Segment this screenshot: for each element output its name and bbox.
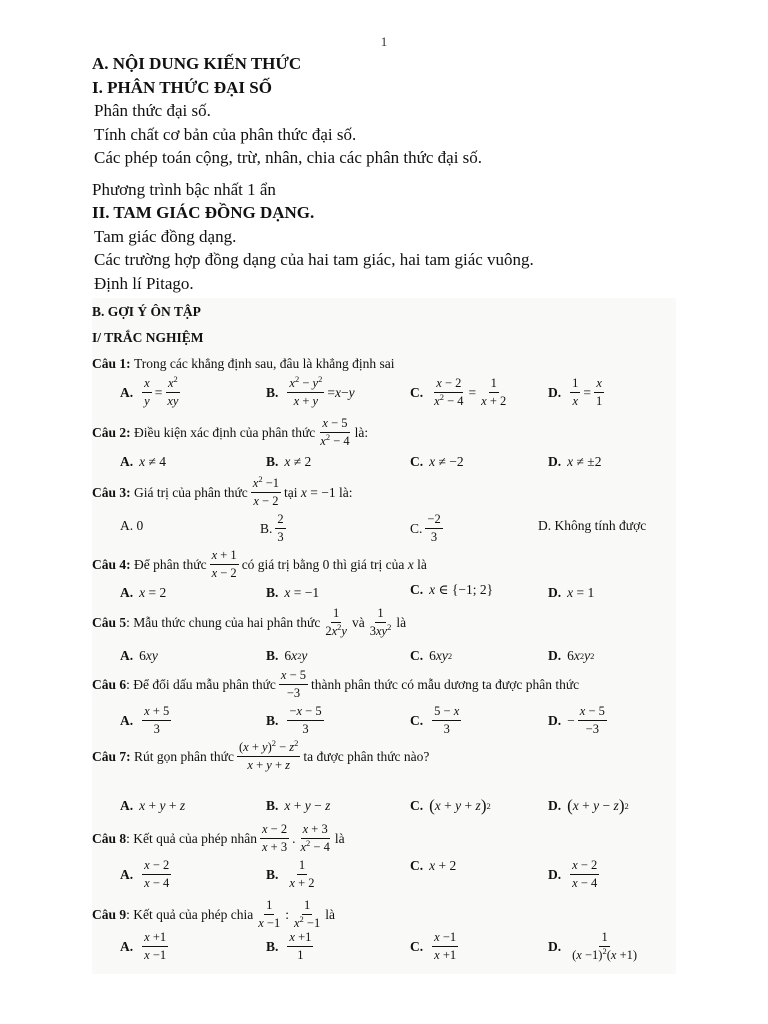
q5-option-d: D. 6 x 2 y 2 [548,648,595,663]
q9-option-c: C. $\frac{x -1}{x +1}$ [410,930,457,962]
question-7: Câu 7: Rút gọn phân thức $\frac{(x + y)^2 - z^2}{x + y + z}$ ta được phân thức nào? [92,737,430,772]
q2-option-b: B. x ≠ 2 [266,454,312,469]
question-2: Câu 2: Điều kiện xác định của phân thức $\frac{x - 5}{x^2 - 4}$ là: [92,416,369,448]
question-label: Câu 1: [92,356,131,371]
equation-line: Phương trình bậc nhất 1 ẩn [92,179,276,199]
q2-option-d: D. x ≠ ±2 [548,454,602,469]
question-6: Câu 6 : Để đổi dấu mẫu phân thức $\frac{x - 5}{-3}$ thành phân thức có mẫu dương ta được phân thức [92,668,580,700]
section-1-item: Phân thức đại số. [94,101,211,120]
q5-option-c: C. 6 xy 2 [410,648,453,663]
q6-option-c: C. $\frac{5 - x}{3}$ [410,704,460,736]
q7-option-c: C. ( x + y + z ) 2 [410,796,491,815]
q4-option-a: A. x = 2 [120,585,167,600]
q6-option-d: D. − $\frac{x - 5}{-3}$ [548,704,605,736]
q3-option-b: B. $\frac{2}{3}$ [260,512,284,544]
q8-option-a: A. $\frac{x - 2}{x - 4}$ [120,858,170,890]
q3-option-c: C. $\frac{-2}{3}$ [410,512,441,544]
part-a-content [92,52,712,295]
q8-option-c: C. x + 2 [410,858,457,873]
q7-option-b: B. x + y − z [266,798,331,813]
q1-option-d: D. $\frac{1}{x}$ = $\frac{x}{1}$ [548,376,603,408]
q4-option-c: C. x ∈ {−1; 2} [410,582,494,597]
q3-option-a: A. 0 [120,518,144,533]
q3-option-d: D. Không tính được [538,518,647,533]
section-2-heading: II. TAM GIÁC ĐỒNG DẠNG. [92,203,315,222]
q9-option-d: D. $\frac{1}{(x -1)^2(x +1)}$ [548,930,638,962]
q9-option-b: B. $\frac{x +1}{1}$ [266,930,312,962]
question-5: Câu 5 : Mẫu thức chung của hai phân thức $\frac{1}{2x^2y}$ và $\frac{1}{3xy^2}$ là [92,606,407,638]
section-1-item: Tính chất cơ bản của phân thức đại số. [94,124,357,144]
question-3: Câu 3: Giá trị của phân thức $\frac{x^2 -1}{x - 2}$ tại x = −1 là: [92,473,353,508]
q1-option-b: B. $\frac{x^2 - y^2}{x + y}$ = x − y [266,373,355,408]
section-2-item: Định lí Pitago. [94,273,194,293]
section-2-item: Các trường hợp đồng dạng của hai tam giác, hai tam giác vuông. [94,250,534,269]
question-text: Trong các khẳng định sau, đâu là khẳng định sai [134,356,395,371]
question-9: Câu 9 : Kết quả của phép chia $\frac{1}{x -1}$ : $\frac{1}{x^2 -1}$ là [92,898,335,930]
q2-option-c: C. x ≠ −2 [410,454,464,469]
q6-option-b: B. $\frac{-x - 5}{3}$ [266,704,322,736]
q2-option-a: A. x ≠ 4 [120,454,167,469]
part-b-subheading: I/ TRẮC NGHIỆM [92,330,204,345]
q7-option-a: A. x + y + z [120,798,186,813]
q7-option-d: D. ( x + y − z ) 2 [548,796,629,815]
question-4: Câu 4: Để phân thức $\frac{x + 1}{x - 2}$ có giá trị bằng 0 thì giá trị của x là [92,548,427,580]
page-number: 1 [380,34,388,49]
q8-option-b: B. $\frac{1}{x + 2}$ [266,858,315,890]
part-a-heading: A. NỘI DUNG KIẾN THỨC [92,54,302,73]
q9-option-a: A. $\frac{x +1}{x -1}$ [120,930,167,962]
q6-option-a: A. $\frac{x + 5}{3}$ [120,704,170,736]
section-1-item: Các phép toán cộng, trừ, nhân, chia các phân thức đại số. [94,148,483,167]
q5-option-b: B. 6 x 2 y [266,648,308,663]
q4-option-b: B. x = −1 [266,585,320,600]
q5-option-a: A. 6 xy [120,648,158,663]
q1-option-a: A. $\frac{x}{y}$ = $\frac{x^2}{xy}$ [120,373,179,408]
part-b-scan [92,298,676,974]
q1-option-c: C. $\frac{x - 2}{x^2 - 4}$ = $\frac{1}{x + 2}$ [410,376,507,408]
question-8: Câu 8 : Kết quả của phép nhân $\frac{x - 2}{x + 3}$ . $\frac{x + 3}{x^2 - 4}$ là [92,822,345,854]
section-1-heading: I. PHÂN THỨC ĐẠI SỐ [92,77,272,97]
q8-option-d: D. $\frac{x - 2}{x - 4}$ [548,858,598,890]
question-1 [92,356,676,372]
section-2-item: Tam giác đồng dạng. [94,226,237,246]
part-b-heading: B. GỢI Ý ÔN TẬP [92,304,201,319]
q4-option-d: D. x = 1 [548,585,595,600]
